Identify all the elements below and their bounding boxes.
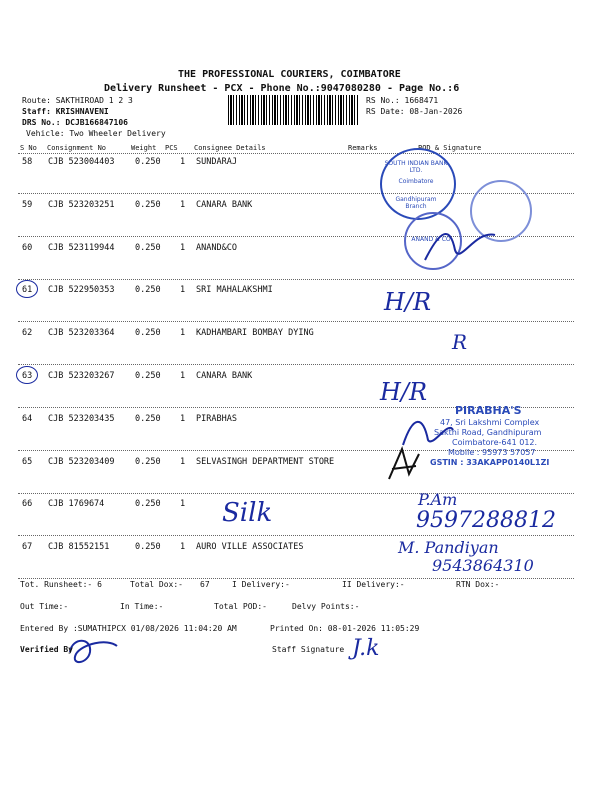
row-weight: 0.250 bbox=[135, 243, 161, 253]
col-remarks: Remarks bbox=[348, 144, 378, 152]
in-time: In Time:- bbox=[120, 602, 164, 611]
row-weight: 0.250 bbox=[135, 200, 161, 210]
row-consignee: PIRABHAS bbox=[196, 414, 237, 424]
handwritten-name-67: M. Pandiyan bbox=[398, 538, 499, 557]
row-sno: 58 bbox=[22, 157, 33, 167]
signature-scribble-65 bbox=[384, 444, 424, 484]
row-consignment-no: CJB 523203251 bbox=[48, 200, 115, 210]
circle-mark-63 bbox=[16, 366, 38, 384]
row-consignment-no: CJB 523203409 bbox=[48, 457, 115, 467]
row-sno: 63 bbox=[22, 371, 33, 381]
row-divider bbox=[18, 364, 574, 365]
row-sno: 66 bbox=[22, 499, 33, 509]
row-consignee: ANAND&CO bbox=[196, 243, 237, 253]
circle-mark-61 bbox=[16, 280, 38, 298]
row-divider bbox=[18, 493, 574, 494]
row-weight: 0.250 bbox=[135, 285, 161, 295]
col-sno: S No bbox=[20, 144, 37, 152]
bank-stamp-city: Coimbatore bbox=[398, 178, 434, 185]
total-pod: Total POD:- bbox=[214, 602, 267, 611]
row-pcs: 1 bbox=[180, 157, 186, 167]
header-divider bbox=[18, 153, 574, 154]
vehicle: Vehicle: Two Wheeler Delivery bbox=[26, 129, 166, 138]
row-consignee: AURO VILLE ASSOCIATES bbox=[196, 542, 304, 552]
tot-runsheet: Tot. Runsheet:- 6 bbox=[20, 580, 102, 589]
ii-delivery: II Delivery:- bbox=[342, 580, 405, 589]
row-pcs: 1 bbox=[180, 200, 186, 210]
row-pcs: 1 bbox=[180, 243, 186, 253]
row-divider bbox=[18, 279, 574, 280]
row-weight: 0.250 bbox=[135, 499, 161, 509]
col-pod: POD & Signature bbox=[418, 144, 482, 152]
handwritten-hr-63: H/R bbox=[380, 378, 428, 406]
row-divider bbox=[18, 578, 574, 579]
handwritten-hr-61: H/R bbox=[384, 288, 432, 316]
route: Route: SAKTHIROAD 1 2 3 bbox=[22, 96, 133, 105]
row-pcs: 1 bbox=[180, 285, 186, 295]
handwritten-mark-62: R bbox=[452, 330, 468, 354]
row-consignment-no: CJB 523203267 bbox=[48, 371, 115, 381]
row-sno: 61 bbox=[22, 285, 33, 295]
row-sno: 64 bbox=[22, 414, 33, 424]
row-weight: 0.250 bbox=[135, 414, 161, 424]
verified-by: Verified By bbox=[20, 645, 73, 654]
row-pcs: 1 bbox=[180, 499, 186, 509]
pirabhas-gstin: GSTIN : 33AKAPP0140L1ZI bbox=[430, 458, 550, 467]
staff-name: Staff: KRISHNAVENI bbox=[22, 107, 109, 116]
printed-on: Printed On: 08-01-2026 11:05:29 bbox=[270, 624, 420, 633]
row-sno: 65 bbox=[22, 457, 33, 467]
entered-by: Entered By :SUMATHIPCX 01/08/2026 11:04:20 AM bbox=[20, 624, 237, 633]
row-divider bbox=[18, 535, 574, 536]
row-pcs: 1 bbox=[180, 371, 186, 381]
row-consignment-no: CJB 523203435 bbox=[48, 414, 115, 424]
drs-number: DRS No.: DCJB166847106 bbox=[22, 118, 128, 127]
anand-stamp-text: ANAND & CO bbox=[411, 236, 451, 243]
col-consignment: Consignment No bbox=[47, 144, 107, 152]
pirabhas-addr1: 47, Sri Lakshmi Complex bbox=[440, 418, 540, 427]
pirabhas-name: PIRABHA'S bbox=[455, 404, 522, 417]
rs-number: RS No.: 1668471 bbox=[366, 96, 439, 105]
row-weight: 0.250 bbox=[135, 371, 161, 381]
row-consignment-no: CJB 1769674 bbox=[48, 499, 105, 509]
row-consignee: SELVASINGH DEPARTMENT STORE bbox=[196, 457, 335, 467]
handwritten-phone-2: 9543864310 bbox=[432, 556, 534, 575]
row-weight: 0.250 bbox=[135, 328, 161, 338]
rs-date: RS Date: 08-Jan-2026 bbox=[366, 107, 463, 116]
handwritten-silk-66: Silk bbox=[222, 498, 273, 528]
row-consignment-no: CJB 523119944 bbox=[48, 243, 115, 253]
row-sno: 67 bbox=[22, 542, 33, 552]
handwritten-phone-1: 9597288812 bbox=[416, 508, 556, 533]
runsheet-title: Delivery Runsheet - PCX - Phone No.:9047080280 - Page No.:6 bbox=[104, 83, 460, 94]
row-consignment-no: CJB 81552151 bbox=[48, 542, 110, 552]
row-consignee: CANARA BANK bbox=[196, 371, 253, 381]
company-title: THE PROFESSIONAL COURIERS, COIMBATORE bbox=[178, 69, 401, 80]
row-divider bbox=[18, 321, 574, 322]
col-weight: Weight bbox=[131, 144, 157, 152]
row-sno: 60 bbox=[22, 243, 33, 253]
row-sno: 59 bbox=[22, 200, 33, 210]
row-sno: 62 bbox=[22, 328, 33, 338]
signature-scribble-60 bbox=[420, 220, 500, 270]
row-consignment-no: CJB 523004403 bbox=[48, 157, 115, 167]
rtn-dox: RTN Dox:- bbox=[456, 580, 500, 589]
row-pcs: 1 bbox=[180, 328, 186, 338]
staff-signature-label: Staff Signature bbox=[272, 645, 345, 654]
row-consignee: SRI MAHALAKSHMI bbox=[196, 285, 273, 295]
delvy-points: Delvy Points:- bbox=[292, 602, 360, 611]
row-weight: 0.250 bbox=[135, 157, 161, 167]
row-pcs: 1 bbox=[180, 542, 186, 552]
row-consignee: KADHAMBARI BOMBAY DYING bbox=[196, 328, 314, 338]
row-weight: 0.250 bbox=[135, 457, 161, 467]
row-weight: 0.250 bbox=[135, 542, 161, 552]
col-consignee: Consignee Details bbox=[194, 144, 266, 152]
col-pcs: PCS bbox=[165, 144, 178, 152]
pirabhas-addr2: Sakthi Road, Gandhipuram bbox=[434, 428, 542, 437]
row-pcs: 1 bbox=[180, 457, 186, 467]
total-dox-label: Total Dox:- bbox=[130, 580, 183, 589]
row-consignee: CANARA BANK bbox=[196, 200, 253, 210]
staff-handwritten-signature: J.k bbox=[352, 636, 380, 661]
row-consignment-no: CJB 522950353 bbox=[48, 285, 115, 295]
row-consignee: SUNDARAJ bbox=[196, 157, 237, 167]
bank-stamp-branch: Gandhipuram Branch bbox=[395, 196, 437, 210]
row-pcs: 1 bbox=[180, 414, 186, 424]
out-time: Out Time:- bbox=[20, 602, 69, 611]
bank-stamp-name: SOUTH INDIAN BANK LTD. bbox=[384, 160, 448, 174]
row-consignment-no: CJB 523203364 bbox=[48, 328, 115, 338]
pirabhas-addr3: Coimbatore-641 012. bbox=[452, 438, 538, 447]
handwritten-pam: P.Am bbox=[418, 490, 458, 509]
i-delivery: I Delivery:- bbox=[232, 580, 290, 589]
total-dox-value: 67 bbox=[200, 580, 210, 589]
pirabhas-mobile: Mobile : 95973 57057 bbox=[448, 448, 536, 457]
barcode bbox=[228, 95, 360, 125]
